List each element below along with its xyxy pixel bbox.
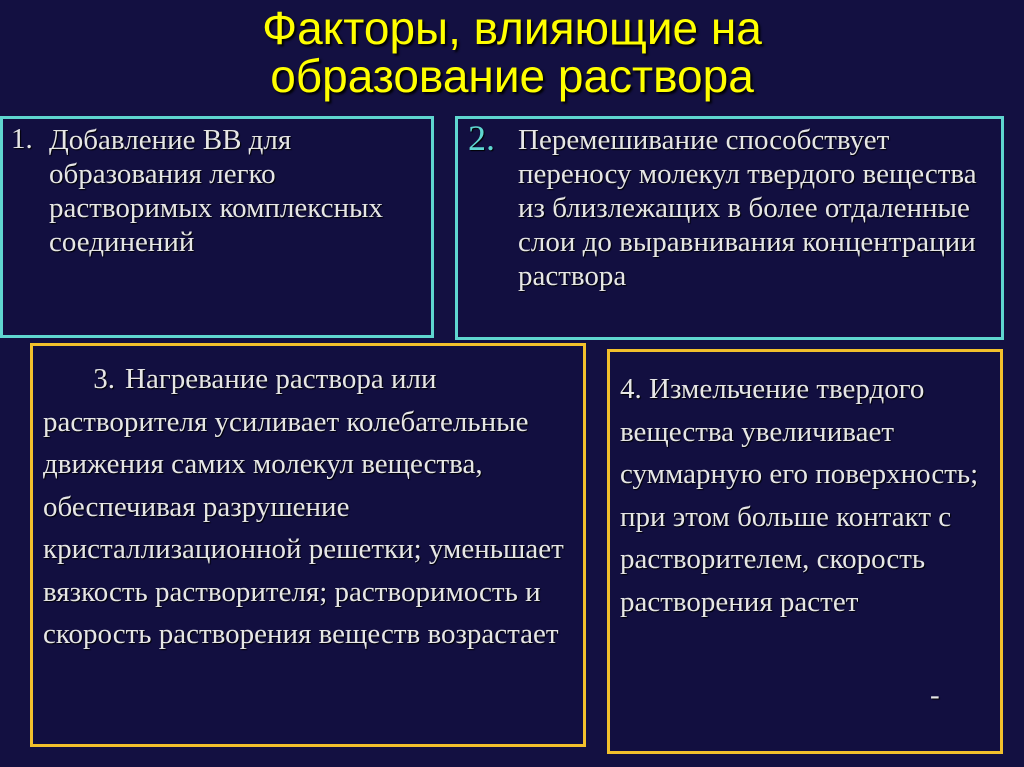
factor-paragraph-3 bbox=[43, 358, 573, 656]
factor-box-1 bbox=[0, 116, 434, 338]
factor-text-3: Нагревание раствора или растворителя усиливает колебательные движения самих молекул вещества, обеспечивая разрушение кристаллизационной решетки; уменьшает вязкость растворителя; растворимость и скорость растворения веществ возрастает bbox=[43, 363, 564, 650]
factor-text-4: Измельчение твердого вещества увеличивает суммарную его поверхность; при этом больше контакт с растворителем, скорость растворения растет bbox=[620, 373, 979, 618]
slide-title bbox=[0, 4, 1024, 100]
factor-box-3 bbox=[30, 343, 586, 747]
factor-text-2: Перемешивание способствует переносу молекул твердого вещества из близлежащих в более отдаленные слои до выравнивания концентрации раствора bbox=[518, 124, 977, 292]
factor-number-4: 4. bbox=[620, 373, 642, 405]
slide-title-line-2: образование раствора bbox=[270, 50, 754, 102]
factor-paragraph-4 bbox=[620, 368, 1000, 623]
factor-text-1: Добавление ВВ для образования легко растворимых комплексных соединений bbox=[49, 124, 384, 258]
factor-number-1: 1. bbox=[11, 123, 33, 155]
slide-title-line-1: Факторы, влияющие на bbox=[262, 2, 762, 54]
factor-box-2 bbox=[455, 116, 1004, 340]
factor-number-2: 2. bbox=[468, 118, 495, 158]
factor-number-3: 3. bbox=[93, 363, 115, 395]
factor-box-4 bbox=[607, 349, 1003, 754]
trailing-dash: - bbox=[930, 679, 940, 711]
